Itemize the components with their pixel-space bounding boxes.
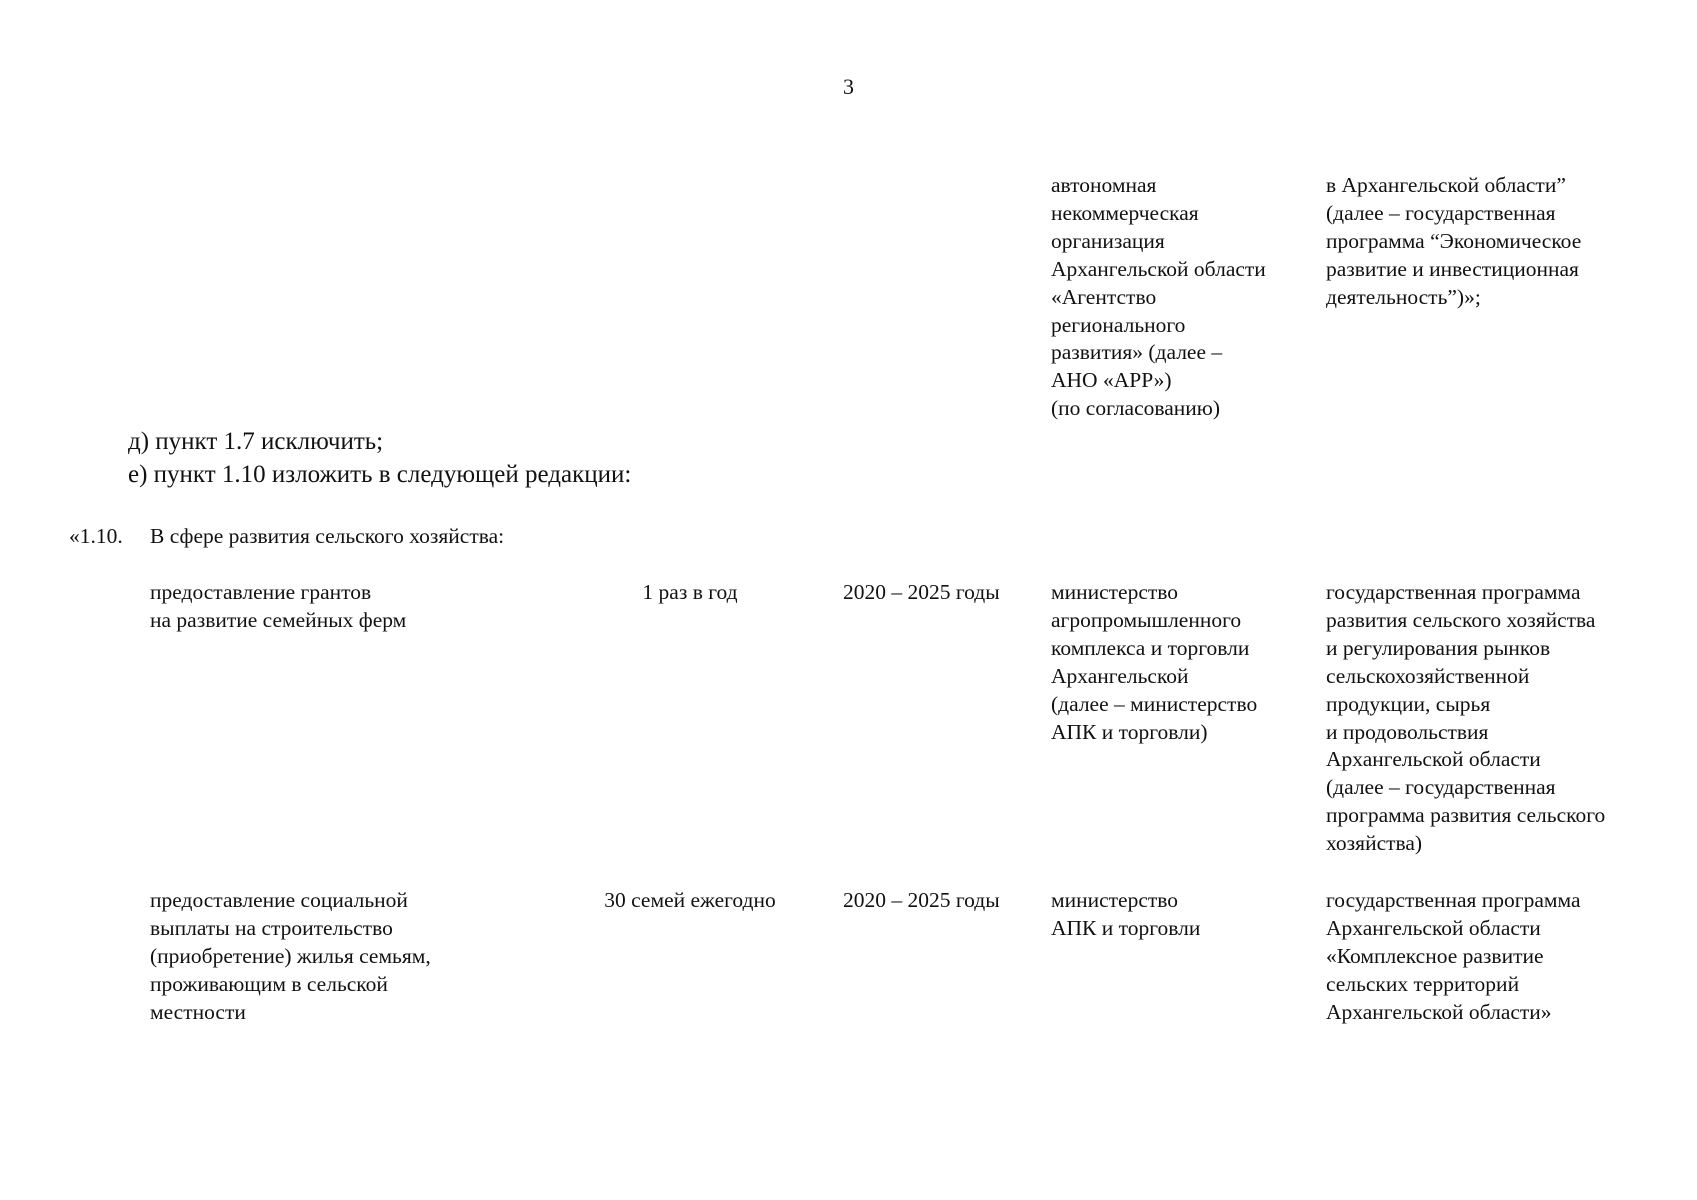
row-volume: 1 раз в год	[642, 580, 738, 604]
row-executor: министерство АПК и торговли	[1051, 888, 1201, 940]
row-period: 2020 – 2025 годы	[843, 888, 1000, 912]
section-title: В сфере развития сельского хозяйства:	[150, 524, 505, 548]
page-number: 3	[843, 74, 854, 99]
row-basis: государственная программа развития сельского хозяйства и регулирования рынков сельскохозяйственной продукции, сырья и продовольствия Архангельской области (далее – государственная программа развития сельского хозяйства)	[1326, 580, 1606, 856]
row-executor: министерство агропромышленного комплекса и торговли Архангельской (далее – министерство АПК и торговли)	[1051, 580, 1258, 744]
row-measure: предоставление грантов на развитие семейных ферм	[150, 580, 407, 632]
continued-row-basis: в Архангельской области” (далее – государственная программа “Экономическое развитие и инвестиционная деятельность”)»;	[1326, 173, 1582, 309]
row-volume: 30 семей ежегодно	[604, 888, 776, 912]
instruction-e: е) пункт 1.10 изложить в следующей редакции:	[128, 461, 632, 488]
row-measure: предоставление социальной выплаты на строительство (приобретение) жилья семьям, проживающим в сельской местности	[150, 888, 431, 1024]
instruction-d: д) пункт 1.7 исключить;	[128, 428, 384, 455]
row-period: 2020 – 2025 годы	[843, 580, 1000, 604]
row-basis: государственная программа Архангельской области «Комплексное развитие сельских территорий Архангельской области»	[1326, 888, 1581, 1024]
section-number: «1.10.	[69, 524, 123, 548]
continued-row-executor: автономная некоммерческая организация Архангельской области «Агентство регионального развития» (далее – АНО «АРР») (по согласованию)	[1051, 173, 1266, 421]
